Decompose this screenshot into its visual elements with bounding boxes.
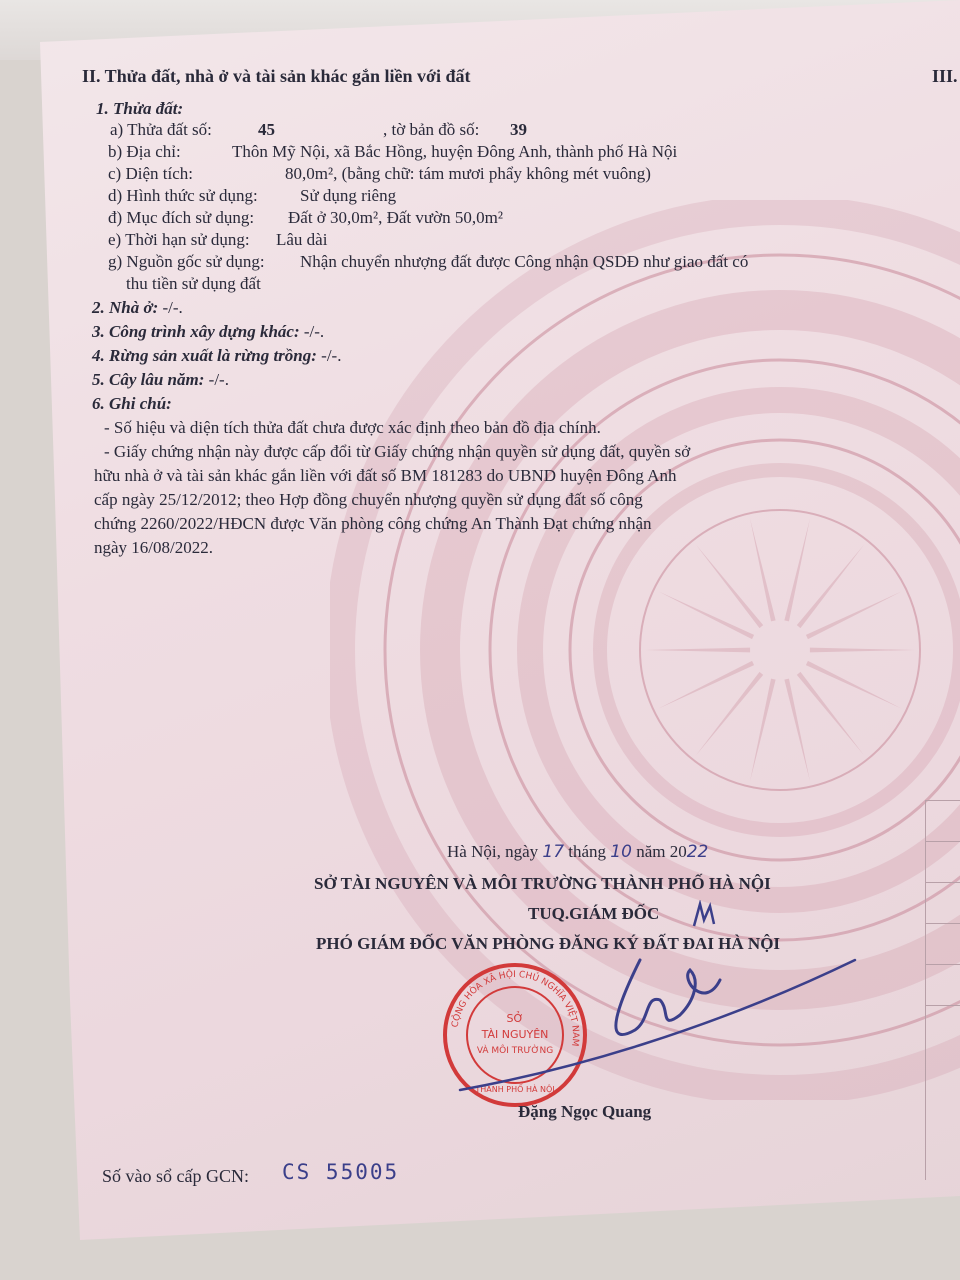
purpose-label: đ) Mục đích sử dụng:	[108, 208, 255, 227]
forest-value: -/-.	[321, 346, 342, 365]
other-works-label: 3. Công trình xây dựng khác:	[92, 322, 300, 341]
authority-line3: PHÓ GIÁM ĐỐC VĂN PHÒNG ĐĂNG KÝ ĐẤT ĐAI HÀ NỘI	[316, 934, 781, 953]
authority-line1: SỞ TÀI NGUYÊN VÀ MÔI TRƯỜNG THÀNH PHỐ HÀ NỘI	[314, 874, 771, 893]
date-day: 17	[542, 842, 565, 862]
date-month: 10	[610, 842, 632, 862]
house-value: -/-.	[162, 298, 183, 317]
parcel-heading: 1. Thửa đất:	[96, 99, 184, 118]
parcel-number-value: 45	[258, 120, 275, 139]
map-sheet-value: 39	[510, 120, 527, 139]
notes-line2: - Giấy chứng nhận này được cấp đổi từ Giấy chứng nhận quyền sử dụng đất, quyền sở	[104, 442, 691, 461]
stamp-center-line2: TÀI NGUYÊN	[481, 1028, 549, 1041]
area-value: 80,0m², (bằng chữ: tám mươi phẩy không mét vuông)	[285, 164, 651, 183]
address-value: Thôn Mỹ Nội, xã Bắc Hồng, huyện Đông Anh, thành phố Hà Nội	[232, 142, 678, 161]
perennial-label: 5. Cây lâu năm:	[92, 370, 205, 389]
next-section-marker: III.	[932, 66, 958, 86]
forest-label: 4. Rừng sản xuất là rừng trồng:	[92, 346, 317, 365]
date-year-label: năm 20	[636, 842, 687, 861]
notes-line6: ngày 16/08/2022.	[94, 538, 213, 557]
map-sheet-label: , tờ bản đồ số:	[383, 120, 480, 139]
stamp-center-line3: VÀ MÔI TRƯỜNG	[476, 1046, 554, 1056]
area-label: c) Diện tích:	[108, 164, 193, 183]
signer-name: Đặng Ngọc Quang	[518, 1102, 652, 1121]
handwritten-signature	[450, 940, 870, 1100]
parcel-number-label: a) Thửa đất số:	[110, 120, 212, 139]
registry-value: CS 55005	[282, 1160, 400, 1184]
purpose-value: Đất ở 30,0m², Đất vườn 50,0m²	[288, 208, 503, 227]
term-label: e) Thời hạn sử dụng:	[108, 230, 250, 249]
house-label: 2. Nhà ở:	[92, 298, 159, 317]
date-year-suffix: 22	[686, 842, 709, 862]
stamp-center-line1: SỞ	[506, 1012, 524, 1025]
other-works-value: -/-.	[303, 322, 325, 341]
origin-value-line2: thu tiền sử dụng đất	[126, 274, 261, 293]
date-month-label: tháng	[568, 842, 607, 861]
term-value: Lâu dài	[276, 230, 328, 249]
perennial-value: -/-.	[208, 370, 229, 389]
registry-label: Số vào sổ cấp GCN:	[102, 1166, 249, 1186]
notes-line4: cấp ngày 25/12/2012; theo Hợp đồng chuyển nhượng quyền sử dụng đất số công	[94, 490, 643, 509]
notes-line3: hữu nhà ở và tài sản khác gắn liền với đất số BM 181283 do UBND huyện Đông Anh	[94, 466, 677, 485]
notes-heading: 6. Ghi chú:	[92, 394, 172, 413]
origin-value-line1: Nhận chuyển nhượng đất được Công nhận QSDĐ như giao đất có	[300, 252, 749, 271]
stamp-ring-text: CỘNG HÒA XÃ HỘI CHỦ NGHĨA VIỆT NAM	[450, 969, 581, 1047]
stamp-bottom-text: THÀNH PHỐ HÀ NỘI	[475, 1085, 555, 1094]
use-form-value: Sử dụng riêng	[300, 186, 397, 205]
use-form-label: d) Hình thức sử dụng:	[108, 186, 258, 205]
handwritten-initial	[690, 900, 720, 930]
address-label: b) Địa chỉ:	[108, 142, 181, 161]
issue-date	[447, 842, 708, 862]
origin-label: g) Nguồn gốc sử dụng:	[108, 252, 265, 271]
notes-line5: chứng 2260/2022/HĐCN được Văn phòng công chứng An Thành Đạt chứng nhận	[94, 514, 652, 533]
section-title: II. Thửa đất, nhà ở và tài sản khác gắn liền với đất	[82, 66, 471, 86]
date-place: Hà Nội, ngày	[447, 842, 539, 861]
authority-line2: TUQ.GIÁM ĐỐC	[528, 904, 660, 923]
notes-line1: - Số hiệu và diện tích thửa đất chưa được xác định theo bản đồ địa chính.	[104, 418, 601, 437]
